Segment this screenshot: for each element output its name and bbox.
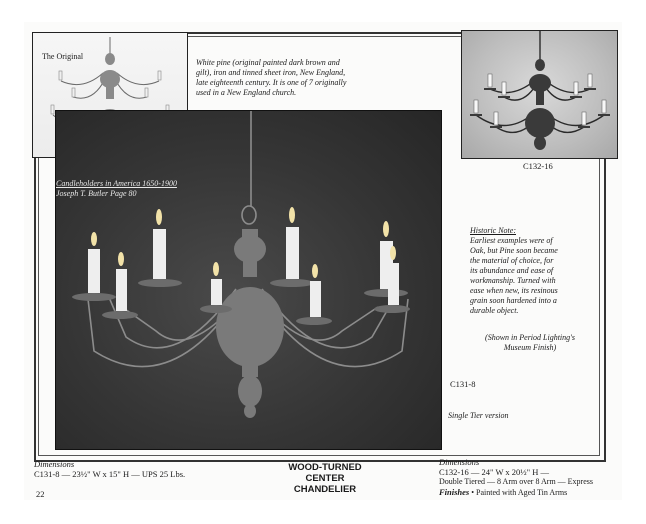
right-dimensions [439, 457, 624, 498]
historic-note-line: the material of choice, for [470, 256, 554, 265]
finishes-label: Finishes [439, 487, 470, 497]
reference-book-title: Candleholders in America 1650-1900 [56, 179, 177, 188]
finishes-text: • Painted with Aged Tin Arms [469, 488, 568, 497]
finish-note [470, 333, 590, 353]
historic-note-line: durable object. [470, 306, 519, 315]
product-title-line: WOOD-TURNED [288, 462, 362, 473]
historic-note-line: ease when new, its resinous [470, 286, 558, 295]
original-caption: The Original [42, 52, 84, 61]
single-tier-chandelier-drawing [56, 111, 441, 449]
double-tier-chandelier-drawing [462, 31, 617, 158]
finish-note-line: Museum Finish) [503, 343, 557, 352]
historic-note-line: its abundance and ease of [470, 266, 554, 275]
historic-note [470, 226, 590, 316]
finish-note-line: (Shown in Period Lighting's [485, 333, 575, 342]
main-model-label: C131-8 [450, 379, 476, 389]
description-line: late eighteenth century. It is one of 7 originally [196, 78, 347, 87]
historic-note-line: Earliest examples were of [470, 236, 553, 245]
right-photo-model-label: C132-16 [523, 161, 553, 171]
reference-citation [56, 179, 177, 199]
description-line: gilt), iron and tinned sheet iron, New England, [196, 68, 346, 77]
historic-note-line: workmanship. Turned with [470, 276, 556, 285]
page-number: 22 [36, 489, 45, 499]
right-dimensions-line2: Double Tiered — 8 Arm over 8 Arm — Express [439, 477, 593, 486]
version-note: Single Tier version [448, 411, 509, 420]
right-dimensions-line1: C132-16 — 24" W x 20½" H — [439, 467, 550, 477]
provenance-description [196, 58, 446, 98]
left-dimensions-text: C131-8 — 23½" W x 15" H — UPS 25 Lbs. [34, 469, 186, 479]
description-line: used in a New England church. [196, 88, 297, 97]
finishes-line [439, 487, 624, 498]
description-line: White pine (original painted dark brown and [196, 58, 340, 67]
double-tier-chandelier-photo [461, 30, 618, 159]
reference-author-page: Joseph T. Butler Page 80 [56, 189, 137, 198]
historic-note-line: grain soon hardened into a [470, 296, 557, 305]
left-dimensions-heading: Dimensions [34, 459, 75, 469]
historic-note-line: Oak, but Pine soon became [470, 246, 558, 255]
historic-note-heading: Historic Note: [470, 226, 516, 235]
main-chandelier-photo [55, 110, 442, 450]
product-title-line: CENTER [305, 473, 345, 484]
left-dimensions [34, 459, 185, 479]
right-dimensions-heading: Dimensions [439, 457, 480, 467]
product-title [270, 462, 380, 495]
product-title-line: CHANDELIER [293, 484, 357, 495]
